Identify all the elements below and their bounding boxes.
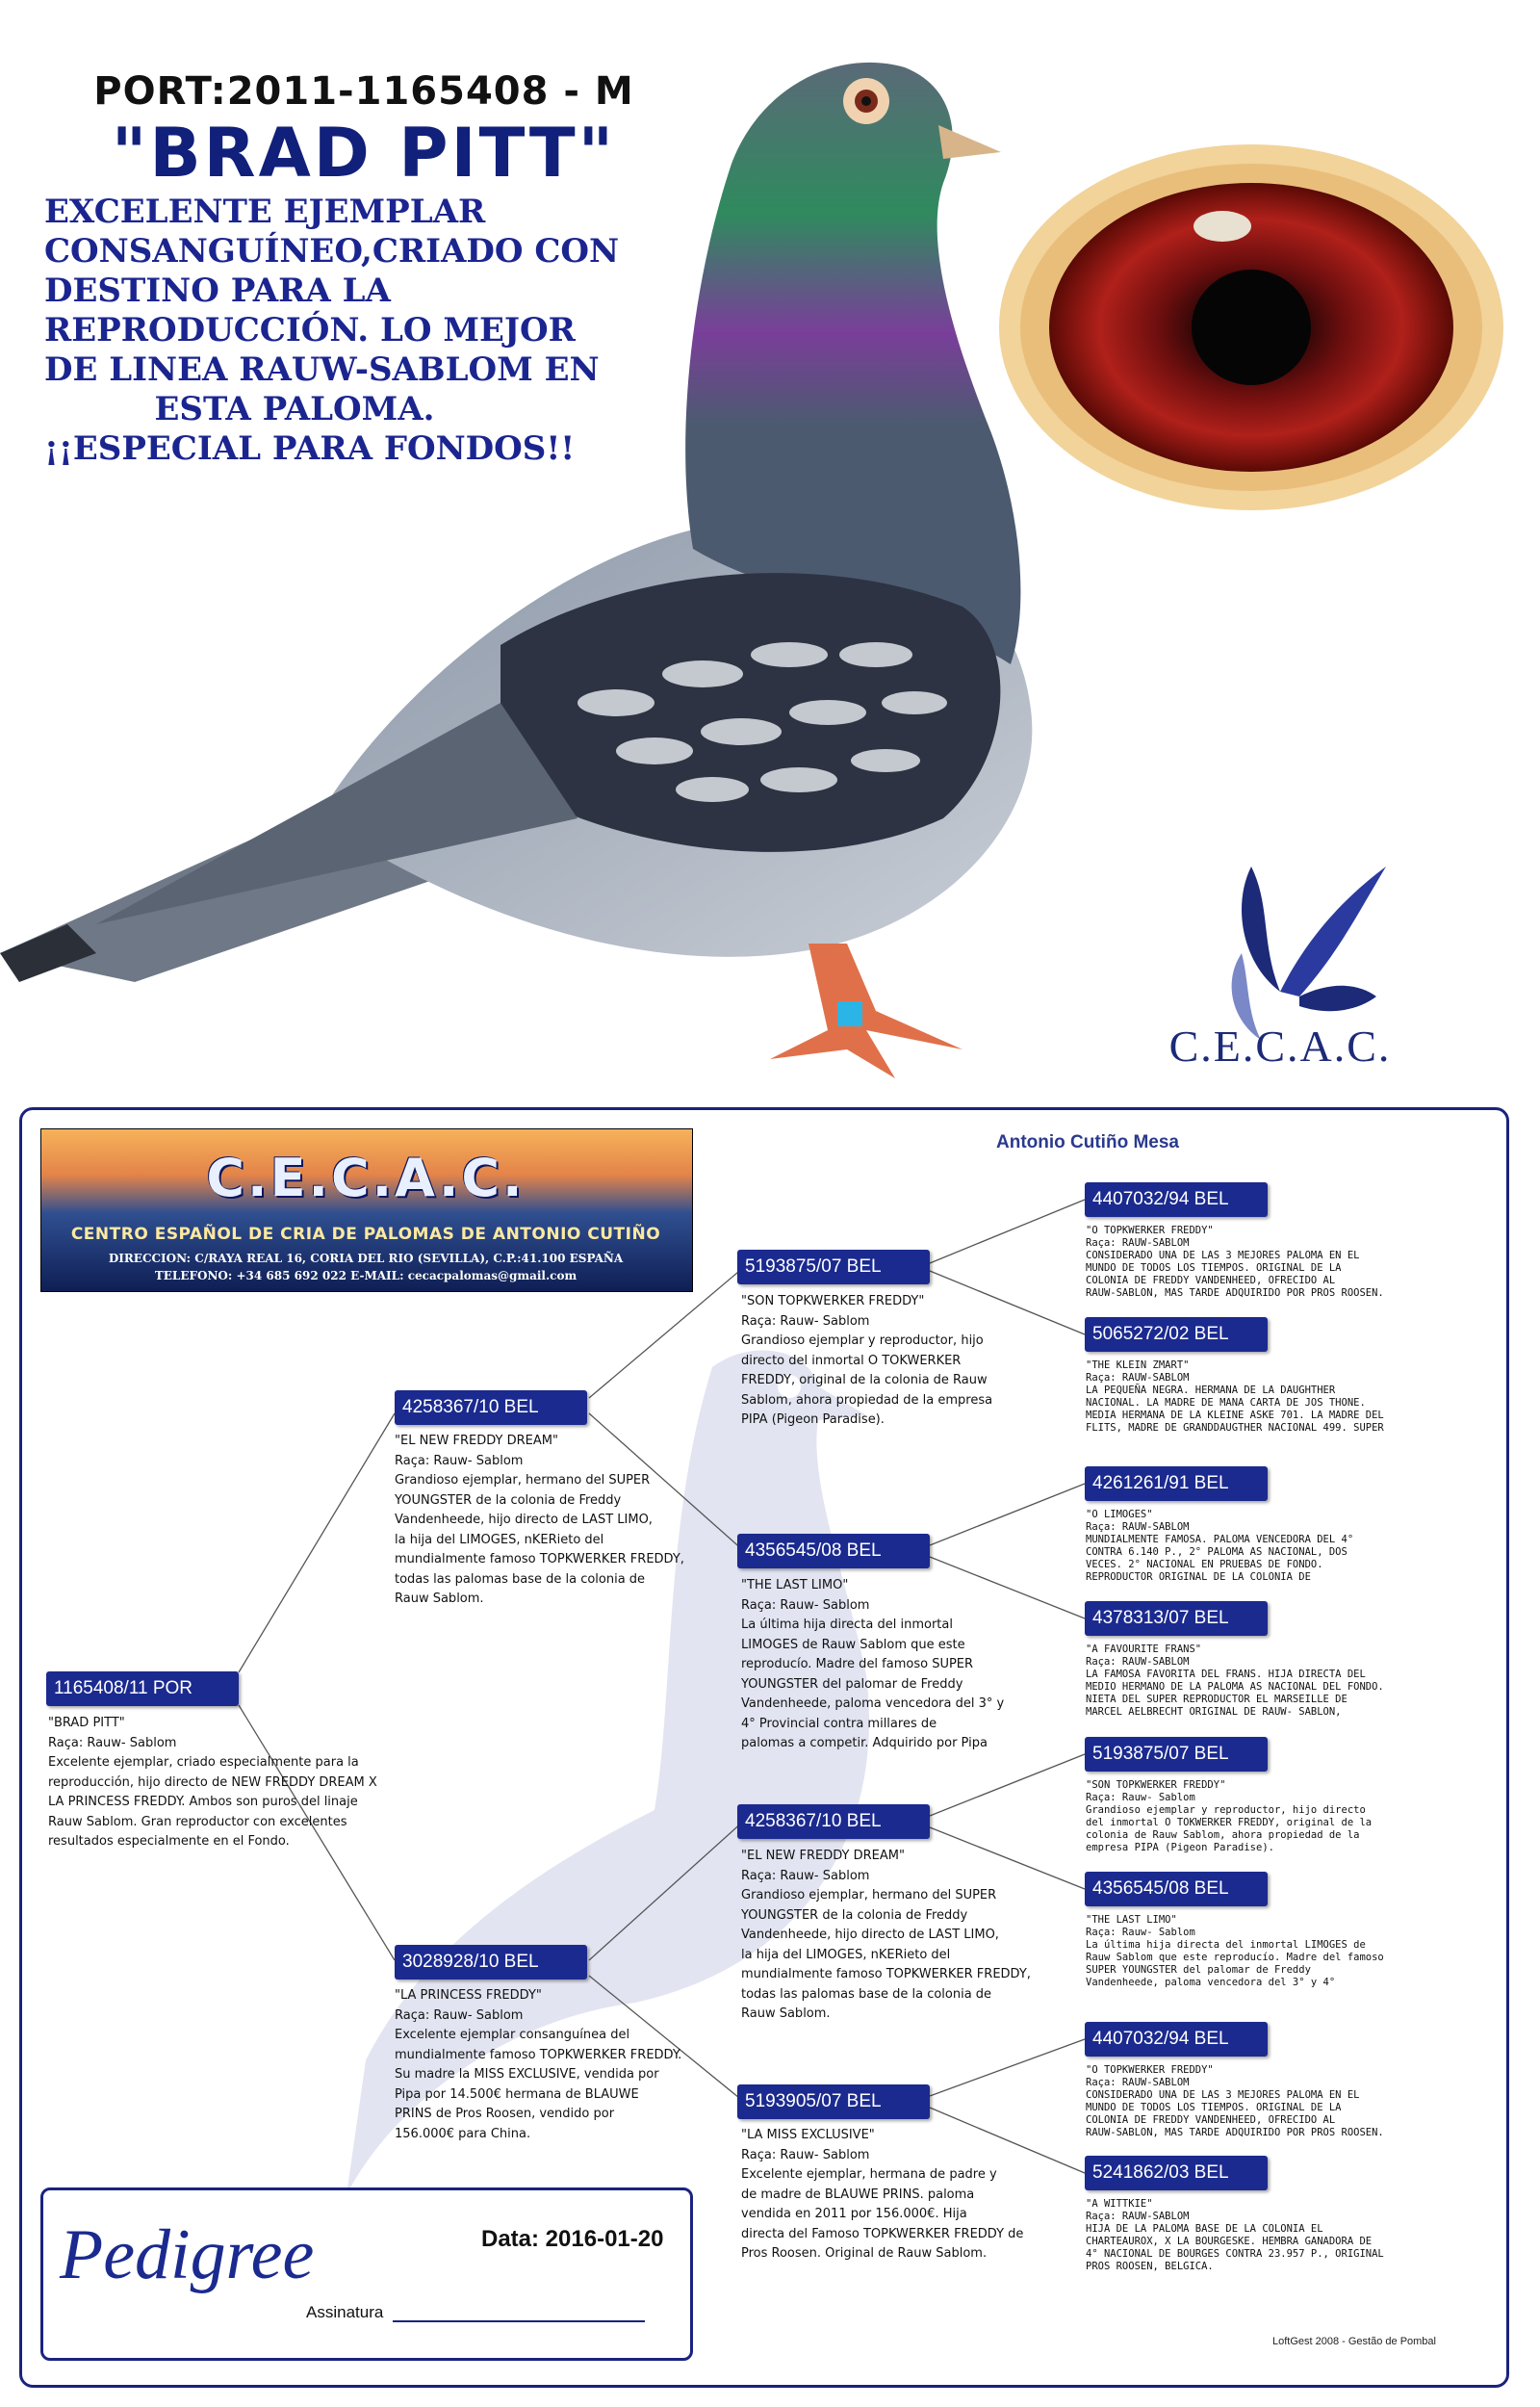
info-line: la hija del LIMOGES, nKERieto del [395,1532,604,1547]
info-line: Vandenheede, hijo directo de LAST LIMO, [741,1928,999,1942]
info-line: 156.000€ para China. [395,2126,531,2141]
sire-name: "EL NEW FREDDY DREAM" [395,1434,558,1448]
dam-ring-box: 3028928/10 BEL [395,1945,587,1980]
info-line: NIETA DEL SUPER REPRODUCTOR EL MARSEILLE DE [1086,1694,1348,1705]
info-line: Sablom, ahora propiedad de la empresa [741,1392,993,1408]
description-line: DESTINO PARA LA [44,272,391,310]
info-line: directo del inmortal O TOKWERKER [741,1353,962,1368]
sire-sire-ring-box: 5193875/07 BEL [737,1250,930,1284]
g3-info-2 [1086,1359,1500,1435]
info-line: Raça: Rauw- Sablom [395,2007,524,2023]
info-line: Grandioso ejemplar y reproductor, hijo directo [1086,1804,1366,1816]
info-line: de madre de BLAUWE PRINS. paloma [741,2187,975,2202]
info-line: FREDDY, original de la colonia de Rauw [741,1373,988,1387]
ancestor-name: "A WITTKIE" [1086,2198,1153,2210]
info-line: REPRODUCTOR ORIGINAL DE LA COLONIA DE [1086,1571,1311,1583]
info-line: Raça: Rauw- Sablom [741,1597,870,1613]
info-line: Raça: Rauw- Sablom [1086,1927,1195,1938]
subject-name: "BRAD PITT" [48,1716,125,1730]
info-line: del inmortal O TOKWERKER FREDDY, original de la [1086,1817,1373,1828]
info-line: La última hija directa del inmortal LIMOGES de [1086,1939,1366,1951]
info-line: PRINS de Pros Roosen, vendido por [395,2107,615,2121]
connector-line [930,1754,1085,1816]
info-line: FLITS, MADRE DE GRANDDAUGTHER NACIONAL 499. SUPER [1086,1422,1384,1434]
g3-info-5 [1086,1779,1500,1854]
info-line: YOUNGSTER de la colonia de Freddy [395,1492,622,1508]
description-line: DE LINEA RAUW-SABLOM EN [44,350,600,389]
info-line: Excelente ejemplar, hermana de padre y [741,2167,997,2182]
sire-info [395,1432,712,1610]
sire-dam-name: "THE LAST LIMO" [741,1578,849,1592]
info-line: VECES. 2° NACIONAL EN PRUEBAS DE FONDO. [1086,1559,1323,1570]
dam-dam-name: "LA MISS EXCLUSIVE" [741,2128,875,2142]
info-line: MUNDO DE TODOS LOS TIEMPOS. ORIGINAL DE LA [1086,2102,1342,2113]
info-line: Raça: RAUW-SABLOM [1086,1372,1190,1384]
info-line: todas las palomas base de la colonia de [741,1986,992,2002]
signature-label: Assinatura [306,2303,384,2321]
dam-info [395,1986,712,2144]
g3-ring-box-4: 4378313/07 BEL [1085,1601,1268,1636]
g3-info-1 [1086,1225,1500,1300]
g3-info-6 [1086,1914,1500,1989]
g3-info-7 [1086,2064,1500,2139]
info-line: MARCEL AELBRECHT ORIGINAL DE RAUW- SABLON, [1086,1706,1342,1718]
ancestor-name: "O TOPKWERKER FREDDY" [1086,2064,1214,2076]
info-line: Raça: Rauw- Sablom [741,1868,870,1883]
info-line: Raça: Rauw- Sablom [48,1735,177,1750]
ancestor-name: "THE KLEIN ZMART" [1086,1359,1190,1371]
info-line: Excelente ejemplar, criado especialmente para la [48,1755,359,1770]
info-line: MUNDIALMENTE FAMOSA. PALOMA VENCEDORA DEL 4° [1086,1534,1354,1545]
info-line: CONSIDERADO UNA DE LAS 3 MEJORES PALOMA EN EL [1086,1250,1360,1261]
g3-ring-box-1: 4407032/94 BEL [1085,1182,1268,1217]
info-line: Excelente ejemplar consanguínea del [395,2028,630,2042]
info-line: CONSIDERADO UNA DE LAS 3 MEJORES PALOMA EN EL [1086,2089,1360,2101]
ring-number: PORT:2011-1165408 - M [93,69,634,114]
info-line: Su madre la MISS EXCLUSIVE, vendida por [395,2067,659,2082]
issue-date: Data: 2016-01-20 [481,2226,664,2252]
connector-line [930,1484,1085,1545]
g3-info-8 [1086,2198,1500,2273]
info-line: empresa PIPA (Pigeon Paradise). [1086,1842,1274,1853]
info-line: Vandenheede, hijo directo de LAST LIMO, [395,1513,653,1527]
info-line: la hija del LIMOGES, nKERieto del [741,1947,951,1962]
banner-address: DIRECCION: C/RAYA REAL 16, CORIA DEL RIO (SEVILLA), C.P.:41.100 ESPAÑA [108,1252,624,1265]
info-line: todas las palomas base de la colonia de [395,1571,646,1587]
ancestor-name: "SON TOPKWERKER FREDDY" [1086,1779,1226,1791]
dam-sire-info [741,1847,1059,2025]
info-line: COLONIA DE FREDDY VANDENHEED, OFRECIDO AL [1086,2114,1336,2126]
g3-ring-box-5: 5193875/07 BEL [1085,1737,1268,1772]
info-line: reproducción, hijo directo de NEW FREDDY DREAM X [48,1774,377,1790]
info-line: Rauw Sablom que este reproducío. Madre del famoso [1086,1952,1384,1963]
info-line: Raça: RAUW-SABLOM [1086,1237,1190,1249]
info-line: PIPA (Pigeon Paradise). [741,1412,885,1427]
info-line: Raça: RAUW-SABLOM [1086,2077,1190,2088]
g3-info-4 [1086,1643,1500,1719]
info-line: Rauw Sablom. [395,1592,484,1606]
dam-dam-ring-box: 5193905/07 BEL [737,2084,930,2119]
description-line: CONSANGUÍNEO,CRIADO CON [44,232,620,271]
info-line: Raça: RAUW-SABLOM [1086,1521,1190,1533]
pigeon-name: "BRAD PITT" [111,114,617,193]
info-line: MEDIO HERMANO DE LA PALOMA AS NACIONAL DEL FONDO. [1086,1681,1384,1693]
info-line: Rauw Sablom. [741,2006,831,2021]
info-line: 4° NACIONAL DE BOURGES CONTRA 23.957 P., ORIGINAL [1086,2248,1384,2260]
info-line: Vandenheede, paloma vencedora del 3° y 4° [1086,1977,1336,1988]
banner-subtitle: CENTRO ESPAÑOL DE CRIA DE PALOMAS DE ANTONIO CUTIÑO [70,1225,661,1244]
info-line: colonia de Rauw Sablom, ahora propiedad de la [1086,1829,1360,1841]
subject-ring-box: 1165408/11 POR [46,1671,239,1706]
description-line: ESTA PALOMA. [154,390,435,428]
cecac-logo-text: C.E.C.A.C. [1168,1022,1392,1071]
info-line: Raça: Rauw- Sablom [1086,1792,1195,1803]
info-line: YOUNGSTER del palomar de Freddy [741,1676,963,1692]
ancestor-name: "O LIMOGES" [1086,1509,1153,1520]
info-line: Pros Roosen. Original de Rauw Sablom. [741,2246,988,2261]
info-line: directa del Famoso TOPKWERKER FREDDY de [741,2226,1024,2241]
info-line: LA FAMOSA FAVORITA DEL FRANS. HIJA DIRECTA DEL [1086,1669,1366,1680]
g3-info-3 [1086,1509,1500,1584]
info-line: vendida en 2011 por 156.000€. Hija [741,2207,967,2221]
info-line: mundialmente famoso TOPKWERKER FREDDY, [395,1552,684,1566]
sire-dam-ring-box: 4356545/08 BEL [737,1534,930,1568]
info-line: NACIONAL. LA MADRE DE MANA CARTA DE JOS THONE. [1086,1397,1366,1409]
info-line: PROS ROOSEN, BELGICA. [1086,2261,1214,2272]
info-line: Grandioso ejemplar, hermano del SUPER [741,1888,997,1902]
description-line: EXCELENTE EJEMPLAR [44,193,486,231]
connector-line [930,2039,1085,2096]
info-line: Raça: Rauw- Sablom [395,1453,524,1468]
dam-dam-info [741,2126,1059,2265]
g3-ring-box-2: 5065272/02 BEL [1085,1317,1268,1352]
info-line: RAUW-SABLON, MAS TARDE ADQUIRIDO POR PROS ROOSEN. [1086,2127,1384,2138]
info-line: LIMOGES de Rauw Sablom que este [741,1637,965,1652]
dam-sire-name: "EL NEW FREDDY DREAM" [741,1849,905,1863]
info-line: Vandenheede, paloma vencedora del 3° y [741,1696,1005,1711]
connector-line [239,1413,395,1672]
subject-info [48,1714,395,1852]
info-line: Pipa por 14.500€ hermana de BLAUWE [395,2086,639,2102]
info-line: HIJA DE LA PALOMA BASE DE LA COLONIA EL [1086,2223,1323,2235]
info-line: reproducío. Madre del famoso SUPER [741,1657,974,1671]
info-line: La última hija directa del inmortal [741,1618,953,1632]
info-line: Grandioso ejemplar y reproductor, hijo [741,1333,984,1348]
info-line: RAUW-SABLON, MAS TARDE ADQUIRIDO POR PROS ROOSEN. [1086,1287,1384,1299]
info-line: mundialmente famoso TOPKWERKER FREDDY. [395,2047,682,2062]
sire-sire-name: "SON TOPKWERKER FREDDY" [741,1294,925,1308]
info-line: palomas a competir. Adquirido por Pipa [741,1736,988,1750]
dam-name: "LA PRINCESS FREDDY" [395,1988,542,2003]
description-line: ¡¡ESPECIAL PARA FONDOS!! [44,429,576,468]
g3-ring-box-3: 4261261/91 BEL [1085,1466,1268,1501]
info-line: resultados especialmente en el Fondo. [48,1834,290,1849]
info-line: Raça: Rauw- Sablom [741,2147,870,2162]
banner-contact: TELEFONO: +34 685 692 022 E-MAIL: cecacpalomas@gmail.com [154,1269,578,1282]
info-line: Raça: RAUW-SABLOM [1086,1656,1190,1668]
description-line: REPRODUCCIÓN. LO MEJOR [44,311,576,349]
connector-line [589,1267,744,1398]
software-footer: LoftGest 2008 - Gestão de Pombal [1272,2336,1436,2347]
info-line: Rauw Sablom. Gran reproductor con excelentes [48,1814,347,1829]
banner-title: C.E.C.A.C. [206,1148,526,1208]
connector-line [589,1821,744,1960]
ancestor-name: "O TOPKWERKER FREDDY" [1086,1225,1214,1236]
info-line: SUPER YOUNGSTER del palomar de Freddy [1086,1964,1311,1976]
info-line: MEDIA HERMANA DE LA KLEINE ASKE 701. LA MADRE DEL [1086,1410,1384,1421]
connector-line [930,1200,1085,1263]
sire-sire-info [741,1292,1059,1431]
info-line: LA PEQUEÑA NEGRA. HERMANA DE LA DAUGHTHER [1086,1385,1336,1396]
owner-name: Antonio Cutiño Mesa [996,1132,1179,1152]
pedigree-script-title: Pedigree [60,2215,315,2294]
info-line: CHARTEAUROX, X LA BOURGESKE. HEMBRA GANADORA DE [1086,2236,1373,2247]
info-line: 4° Provincial contra millares de [741,1716,937,1731]
sire-dam-info [741,1576,1059,1754]
signature-line[interactable] [393,2320,645,2322]
dam-sire-ring-box: 4258367/10 BEL [737,1804,930,1839]
info-line: MUNDO DE TODOS LOS TIEMPOS. ORIGINAL DE LA [1086,1262,1342,1274]
info-line: Raça: Rauw- Sablom [741,1313,870,1329]
info-line: Grandioso ejemplar, hermano del SUPER [395,1473,651,1488]
info-line: CONTRA 6.140 P., 2° PALOMA AS NACIONAL, DOS [1086,1546,1348,1558]
info-line: YOUNGSTER de la colonia de Freddy [741,1907,968,1923]
info-line: COLONIA DE FREDDY VANDENHEED, OFRECIDO AL [1086,1275,1336,1286]
info-line: Raça: RAUW-SABLOM [1086,2211,1190,2222]
info-line: mundialmente famoso TOPKWERKER FREDDY, [741,1967,1031,1981]
g3-ring-box-7: 4407032/94 BEL [1085,2022,1268,2057]
g3-ring-box-8: 5241862/03 BEL [1085,2156,1268,2190]
ancestor-name: "THE LAST LIMO" [1086,1914,1177,1926]
ancestor-name: "A FAVOURITE FRANS" [1086,1643,1202,1655]
g3-ring-box-6: 4356545/08 BEL [1085,1872,1268,1906]
sire-ring-box: 4258367/10 BEL [395,1390,587,1425]
info-line: LA PRINCESS FREDDY. Ambos son puros del linaje [48,1795,358,1809]
